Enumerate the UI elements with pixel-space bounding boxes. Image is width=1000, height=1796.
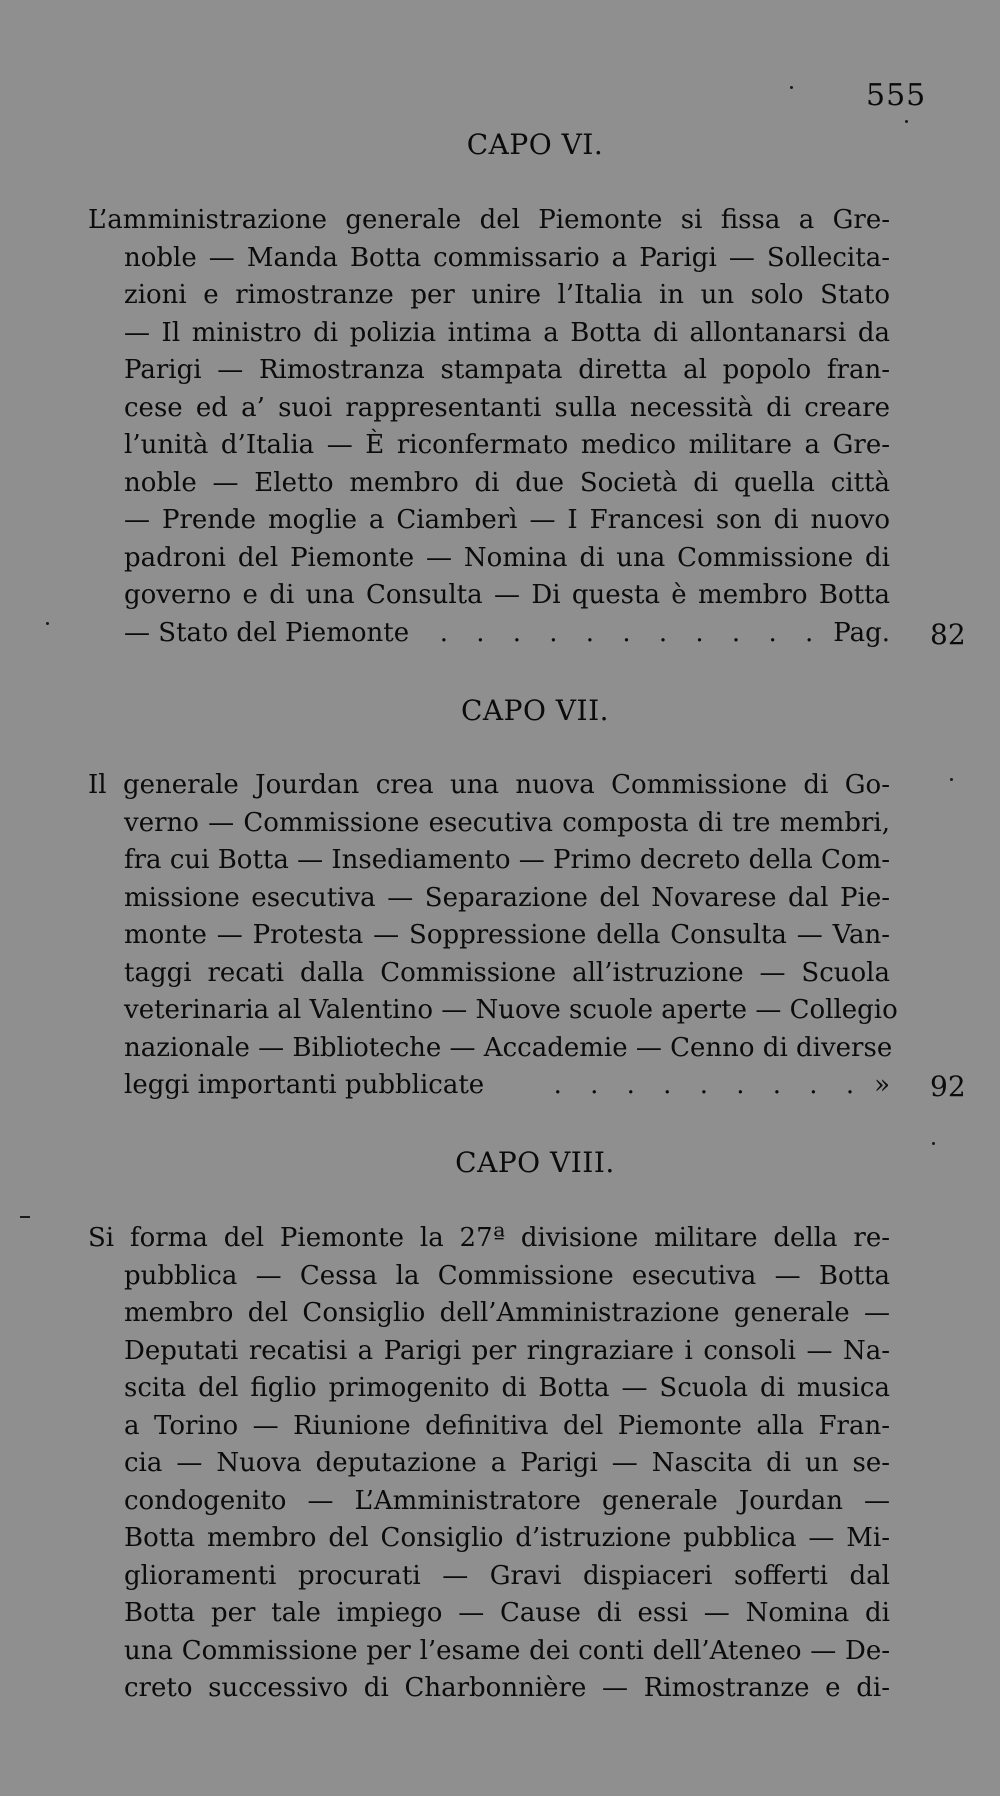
summary-line: Si forma del Piemonte la 27ª divisione militare della re- — [88, 1223, 890, 1253]
summary-line: Botta membro del Consiglio d’istruzione pubblica — Mi- — [124, 1523, 890, 1553]
page-reference: 92 — [930, 1070, 966, 1103]
summary-line: scita del figlio primogenito di Botta — Scuola di musica — [124, 1373, 890, 1403]
summary-line: Botta per tale impiego — Cause di essi — Nomina di — [124, 1598, 890, 1628]
scan-speck — [46, 622, 49, 625]
chapter-summary — [88, 767, 898, 1105]
summary-line: governo e di una Consulta — Di questa è membro Botta — [124, 580, 890, 610]
page-label: » — [874, 1070, 890, 1100]
chapter-summary — [88, 202, 890, 652]
summary-line: missione esecutiva — Separazione del Novarese dal Pie- — [124, 882, 890, 913]
summary-line: — Stato del Piemonte — [124, 617, 410, 648]
summary-line: l’unità d’Italia — È riconfermato medico militare a Gre- — [124, 430, 890, 460]
summary-line: una Commissione per l’esame dei conti dell’Ateneo — De- — [124, 1635, 890, 1666]
dot-leader: . . . . . . . . . — [553, 1070, 865, 1100]
summary-line: Deputati recatisi a Parigi per ringraziare i consoli — Na- — [124, 1335, 890, 1366]
summary-line: Parigi — Rimostranza stampata diretta al popolo fran- — [124, 355, 890, 385]
summary-line: a Torino — Riunione definitiva del Piemonte alla Fran- — [124, 1410, 890, 1441]
summary-line: — Prende moglie a Ciamberì — I Francesi son di nuovo — [124, 505, 890, 535]
chapter-title: CAPO VIII. — [455, 1146, 615, 1179]
summary-line: glioramenti procurati — Gravi dispiaceri sofferti dal — [124, 1560, 890, 1591]
summary-line: padroni del Piemonte — Nomina di una Commissione di — [124, 542, 890, 573]
summary-line: zioni e rimostranze per unire l’Italia in un solo Stato — [124, 280, 890, 310]
summary-line: creto successivo di Charbonnière — Rimostranze e di- — [124, 1673, 890, 1703]
summary-last-line — [88, 1067, 890, 1105]
chapter-summary — [88, 1220, 890, 1708]
summary-line: taggi recati dalla Commissione all’istruzione — Scuola — [124, 957, 890, 988]
scan-speck — [790, 86, 793, 89]
summary-line: verno — Commissione esecutiva composta di tre membri, — [124, 807, 890, 838]
summary-line: monte — Protesta — Soppressione della Consulta — Van- — [124, 920, 890, 950]
scan-speck — [932, 1142, 935, 1145]
summary-line: veterinaria al Valentino — Nuove scuole aperte — Collegio — [124, 995, 898, 1025]
chapter-title: CAPO VI. — [466, 128, 604, 161]
summary-line: — Il ministro di polizia intima a Botta di allontanarsi da — [124, 317, 890, 348]
scan-speck — [905, 120, 908, 123]
summary-line: noble — Eletto membro di due Società di quella città — [124, 467, 890, 498]
summary-line: cese ed a’ suoi rappresentanti sulla necessità di creare — [124, 392, 890, 423]
page-label: Pag. — [833, 617, 890, 648]
scan-speck — [20, 1216, 30, 1218]
scan-speck — [950, 778, 953, 781]
summary-line: leggi importanti pubblicate — [124, 1070, 485, 1100]
summary-line: condogenito — L’Amministratore generale Jourdan — — [124, 1485, 890, 1516]
summary-line: L’amministrazione generale del Piemonte si fissa a Gre- — [88, 205, 890, 235]
page-number: 555 — [866, 78, 927, 113]
summary-line: noble — Manda Botta commissario a Parigi — Sollecita- — [124, 242, 890, 273]
dot-leader: . . . . . . . . . . . — [439, 617, 824, 648]
summary-line: cia — Nuova deputazione a Parigi — Nascita di un se- — [124, 1448, 890, 1478]
summary-line: nazionale — Biblioteche — Accademie — Cenno di diverse — [124, 1032, 893, 1063]
summary-line: membro del Consiglio dell’Amministrazione generale — — [124, 1298, 890, 1328]
summary-line: fra cui Botta — Insediamento — Primo decreto della Com- — [124, 845, 891, 875]
page-reference: 82 — [930, 618, 966, 651]
summary-line: Il generale Jourdan crea una nuova Commissione di Go- — [88, 770, 890, 800]
summary-line: pubblica — Cessa la Commissione esecutiva — Botta — [124, 1260, 890, 1291]
summary-last-line — [88, 615, 890, 653]
chapter-title: CAPO VII. — [460, 694, 610, 727]
